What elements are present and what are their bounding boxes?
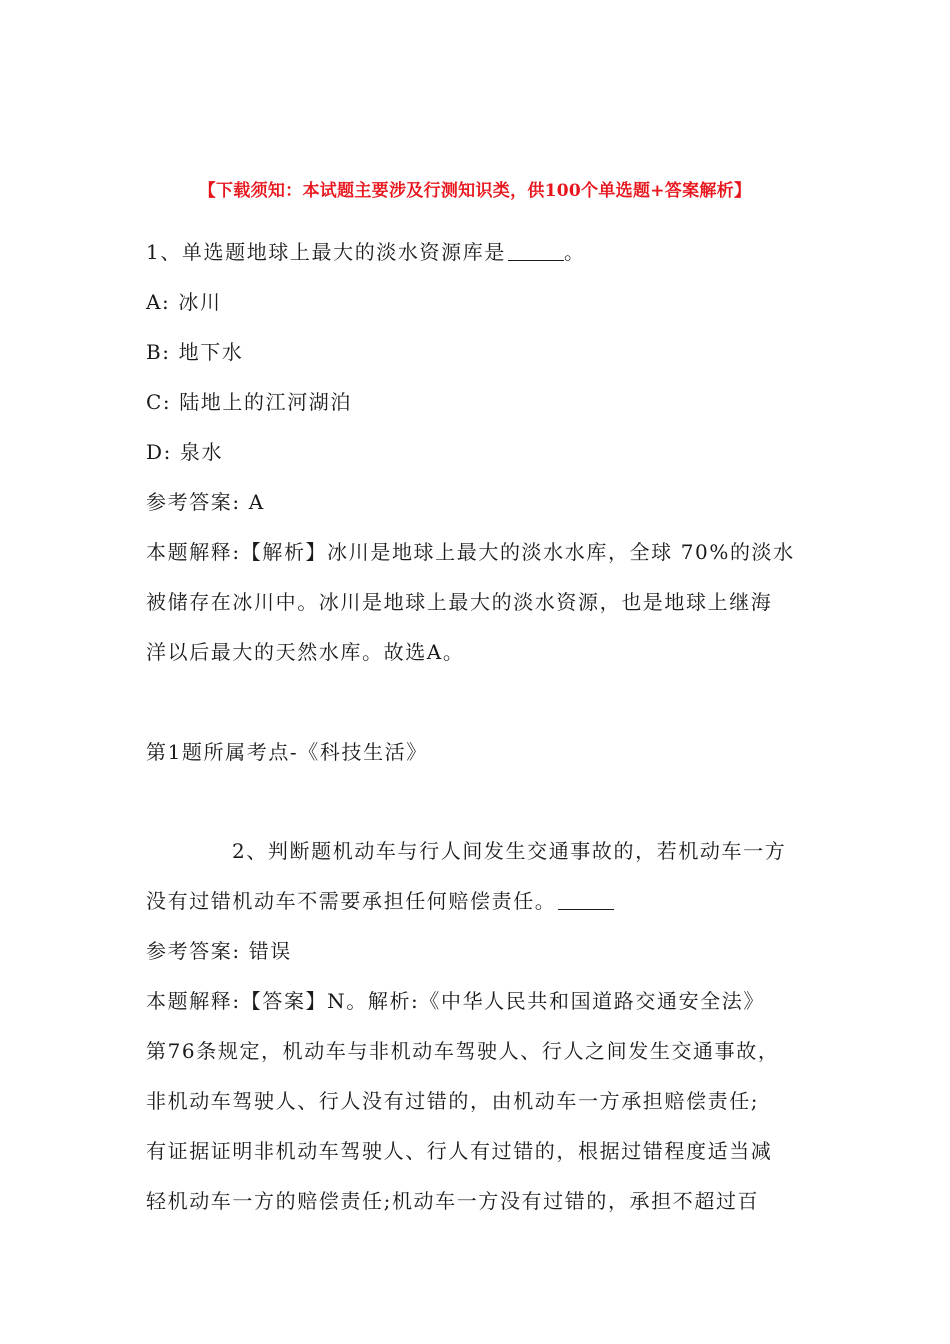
q1-explanation-line-2: 被储存在冰川中。冰川是地球上最大的淡水资源，也是地球上继海 [146, 590, 773, 614]
q2-explanation-line-3: 非机动车驾驶人、行人没有过错的，由机动车一方承担赔偿责任; [146, 1089, 760, 1113]
q2-question-line-1: 2、判断题机动车与行人间发生交通事故的，若机动车一方 [232, 839, 787, 863]
q1-answer-blank [508, 242, 564, 261]
q1-question-end: 。 [563, 240, 586, 264]
download-notice: 【下载须知：本试题主要涉及行测知识类，供100个单选题+答案解析】 [198, 181, 752, 201]
q1-option-a: A: 冰川 [146, 290, 222, 314]
q1-option-b: B: 地下水 [146, 340, 244, 364]
q1-question-text: 1、单选题地球上最大的淡水资源库是 [146, 240, 506, 264]
q1-option-d: D: 泉水 [146, 440, 224, 464]
q2-explanation-line-5: 轻机动车一方的赔偿责任;机动车一方没有过错的，承担不超过百 [146, 1189, 760, 1213]
q2-explanation-line-2: 第76条规定，机动车与非机动车驾驶人、行人之间发生交通事故， [146, 1039, 780, 1063]
q1-explanation-line-1: 本题解释:【解析】冰川是地球上最大的淡水水库，全球 70%的淡水 [146, 540, 795, 564]
q2-question-text: 没有过错机动车不需要承担任何赔偿责任。 [146, 889, 557, 913]
q2-answer-blank [558, 891, 614, 910]
q1-option-c: C: 陆地上的江河湖泊 [146, 390, 352, 414]
q1-question [146, 238, 816, 266]
q1-topic: 第1题所属考点-《科技生活》 [146, 740, 428, 764]
q1-reference-answer: 参考答案: A [146, 490, 265, 514]
q1-explanation-line-3: 洋以后最大的天然水库。故选A。 [146, 640, 465, 664]
q2-reference-answer: 参考答案: 错误 [146, 939, 292, 963]
q2-question-line-2 [146, 887, 816, 915]
q2-explanation-line-1: 本题解释:【答案】N。解析:《中华人民共和国道路交通安全法》 [146, 989, 765, 1013]
q2-explanation-line-4: 有证据证明非机动车驾驶人、行人有过错的，根据过错程度适当减 [146, 1139, 773, 1163]
